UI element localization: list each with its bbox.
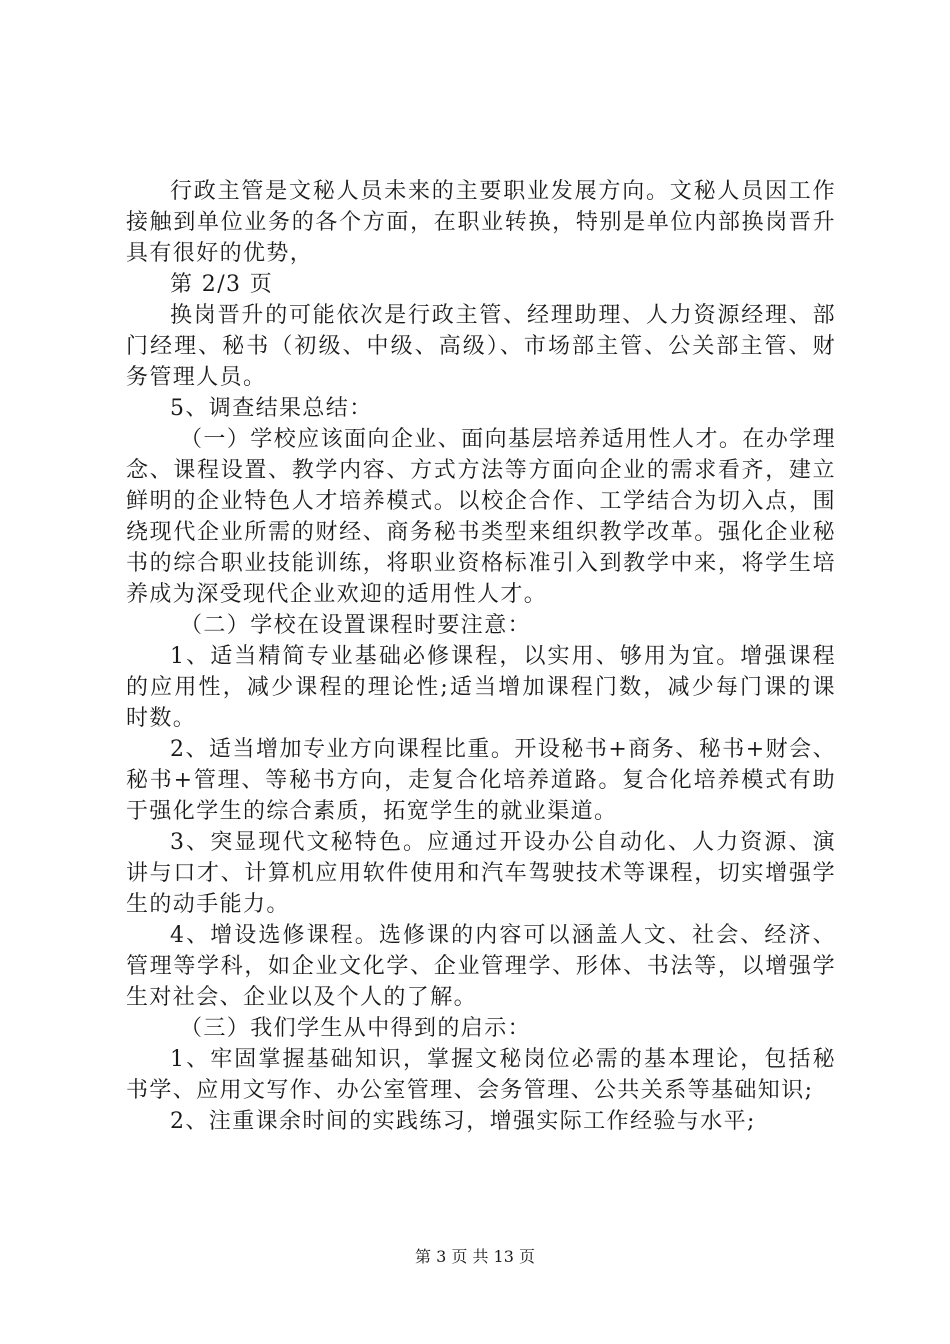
- list-item-course-2: 2、适当增加专业方向课程比重。开设秘书+商务、秘书+财会、秘书+管理、等秘书方向，走复合化培养道路。复合化培养模式有助于强化学生的综合素质，拓宽学生的就业渠道。: [126, 737, 836, 824]
- list-item-insight-2: 2、注重课余时间的实践练习，增强实际工作经验与水平;: [170, 1109, 756, 1134]
- subheading-summary-three: （三）我们学生从中得到的启示：: [180, 1016, 532, 1041]
- section-heading-survey-summary: 5、调查结果总结：: [170, 396, 373, 421]
- subheading-summary-two: （二）学校在设置课程时要注意：: [180, 613, 532, 638]
- document-body: [126, 176, 836, 1137]
- paragraph-promotion-path: 换岗晋升的可能依次是行政主管、经理助理、人力资源经理、部门经理、秘书（初级、中级、高级）、市场部主管、公关部主管、财务管理人员。: [126, 303, 836, 390]
- paragraph-inline-page-marker: 第 2/3 页: [170, 272, 274, 297]
- list-item-course-3: 3、突显现代文秘特色。应通过开设办公自动化、人力资源、演讲与口才、计算机应用软件使用和汽车驾驶技术等课程，切实增强学生的动手能力。: [126, 830, 836, 917]
- list-item-course-4: 4、增设选修课程。选修课的内容可以涵盖人文、社会、经济、管理等学科，如企业文化学、企业管理学、形体、书法等，以增强学生对社会、企业以及个人的了解。: [126, 923, 836, 1010]
- list-item-course-1: 1、适当精简专业基础必修课程，以实用、够用为宜。增强课程的应用性，减少课程的理论性;适当增加课程门数，减少每门课的课时数。: [126, 644, 836, 731]
- list-item-insight-1: 1、牢固掌握基础知识，掌握文秘岗位必需的基本理论，包括秘书学、应用文写作、办公室管理、会务管理、公共关系等基础知识;: [126, 1047, 836, 1103]
- paragraph-summary-one: （一）学校应该面向企业、面向基层培养适用性人才。在办学理念、课程设置、教学内容、方式方法等方面向企业的需求看齐，建立鲜明的企业特色人才培养模式。以校企合作、工学结合为切入点，围绕现代企业所需的财经、商务秘书类型来组织教学改革。强化企业秘书的综合职业技能训练，将职业资格标准引入到教学中来，将学生培养成为深受现代企业欢迎的适用性人才。: [126, 427, 836, 607]
- page-footer: 第 3 页 共 13 页: [415, 1247, 535, 1266]
- paragraph-career-direction: 行政主管是文秘人员未来的主要职业发展方向。文秘人员因工作接触到单位业务的各个方面，在职业转换，特别是单位内部换岗晋升具有很好的优势，: [126, 179, 836, 266]
